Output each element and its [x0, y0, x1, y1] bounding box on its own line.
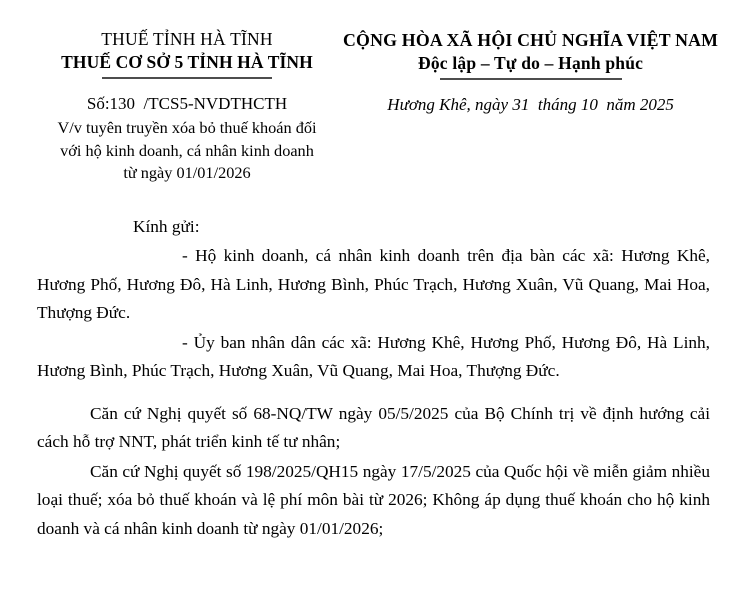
national-heading-block	[337, 28, 718, 117]
recipient-item-businesses: - Hộ kinh doanh, cá nhân kinh doanh trên địa bàn các xã: Hương Khê, Hương Phố, Hương Đô, Hà Linh, Hương Bình, Phúc Trạch, Hương Xuân, Vũ Quang, Mai Hoa, Thượng Đức.	[37, 246, 710, 322]
motto-underline	[440, 78, 622, 80]
country-name: CỘNG HÒA XÃ HỘI CHỦ NGHĨA VIỆT NAM	[343, 30, 719, 50]
document-subject	[37, 117, 337, 185]
legal-basis-paragraph-2: Căn cứ Nghị quyết số 198/2025/QH15 ngày 17/5/2025 của Quốc hội về miễn giảm nhiều loại thuế; xóa bỏ thuế khoán và lệ phí môn bài từ 2026; Không áp dụng thuế khoán cho hộ kinh doanh và cá nhân kinh doanh từ ngày 01/01/2026;	[37, 461, 710, 538]
subject-line-1: V/v tuyên truyền xóa bỏ thuế khoán đối	[57, 118, 317, 137]
subject-line-3: từ ngày 01/01/2026	[123, 163, 251, 182]
issuing-authority-block	[37, 28, 337, 185]
recipient-item-peoples-committees: - Ủy ban nhân dân các xã: Hương Khê, Hương Phố, Hương Đô, Hà Linh, Hương Bình, Phúc Trạch, Hương Xuân, Vũ Quang, Mai Hoa, Thượng Đức.	[37, 332, 710, 380]
legal-basis-paragraph-1: Căn cứ Nghị quyết số 68-NQ/TW ngày 05/5/2025 của Bộ Chính trị về định hướng cải cách hỗ trợ NNT, phát triển kinh tế tư nhân;	[37, 403, 710, 451]
place-and-date: Hương Khê, ngày 31 tháng 10 năm 2025	[387, 95, 674, 114]
document-body	[37, 213, 710, 544]
subject-line-2: với hộ kinh doanh, cá nhân kinh doanh	[60, 140, 314, 160]
salutation: Kính gửi:	[133, 216, 200, 236]
document-header	[37, 0, 719, 185]
national-motto: Độc lập – Tự do – Hạnh phúc	[417, 53, 644, 73]
issuing-authority-name: THUẾ CƠ SỞ 5 TỈNH HÀ TĨNH	[61, 52, 313, 72]
parent-authority-name: THUẾ TỈNH HÀ TĨNH	[101, 29, 273, 49]
document-number: Số:130 /TCS5-NVDTHCTH	[86, 94, 288, 113]
authority-underline	[102, 77, 272, 79]
